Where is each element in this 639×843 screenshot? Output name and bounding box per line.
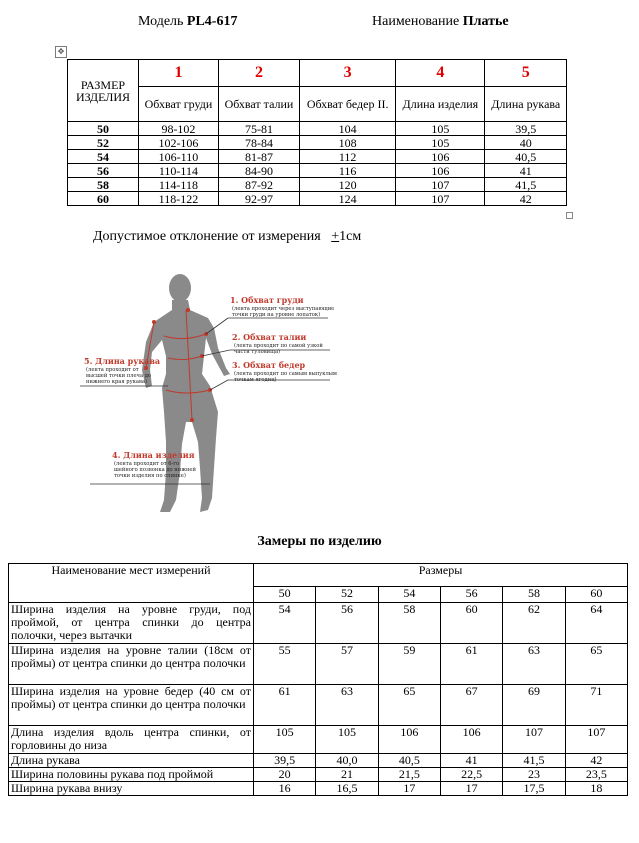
section-title: Замеры по изделию xyxy=(257,534,382,549)
label-sleeve-title: 5. Длина рукава xyxy=(84,356,161,366)
name-line xyxy=(372,14,509,30)
table-row xyxy=(68,192,567,206)
measure-value: 65 xyxy=(565,644,627,685)
label-chest-note: (лента проходит через выступающие xyxy=(232,306,335,312)
measure-value: 42 xyxy=(565,754,627,768)
value-cell: 40 xyxy=(485,136,567,150)
col-header: Длина рукава xyxy=(485,87,567,122)
name-value: Платье xyxy=(462,14,509,29)
size-cell: 54 xyxy=(68,150,139,164)
label-chest-note: точки груди на уровне лопаток) xyxy=(232,312,321,318)
size-cell: 60 xyxy=(68,192,139,206)
table-row xyxy=(68,178,567,192)
model-line xyxy=(138,14,237,30)
value-cell: 118-122 xyxy=(139,192,219,206)
value-cell: 105 xyxy=(396,136,485,150)
measure-label: Ширина изделия на уровне талии (18см от проймы) от центра спинки до центра полочки xyxy=(9,644,254,685)
measure-value: 62 xyxy=(503,603,565,644)
measure-value: 16 xyxy=(254,782,316,796)
measure-label: Длина изделия вдоль центра спинки, от горловины до низа xyxy=(9,726,254,754)
value-cell: 41 xyxy=(485,164,567,178)
measure-value: 63 xyxy=(503,644,565,685)
measure-value: 20 xyxy=(254,768,316,782)
value-cell: 106 xyxy=(396,150,485,164)
measure-value: 55 xyxy=(254,644,316,685)
label-hips-note: точкам ягодиц) xyxy=(234,377,277,383)
model-value: PL4-617 xyxy=(186,14,238,29)
value-cell: 106-110 xyxy=(139,150,219,164)
measure-value: 17 xyxy=(378,782,440,796)
table-move-handle-icon[interactable]: ✥ xyxy=(55,46,67,58)
label-length-note: точки изделия по спинке) xyxy=(114,473,186,479)
name-label: Наименование xyxy=(372,14,460,29)
value-cell: 92-97 xyxy=(218,192,299,206)
size-header: 54 xyxy=(378,587,440,603)
value-cell: 124 xyxy=(300,192,396,206)
col-header: Обхват груди xyxy=(139,87,219,122)
table-row xyxy=(9,644,628,685)
size-cell: 50 xyxy=(68,122,139,136)
value-cell: 106 xyxy=(396,164,485,178)
table-row xyxy=(68,122,567,136)
garment-measurements-table xyxy=(8,563,628,796)
measure-value: 106 xyxy=(378,726,440,754)
value-cell: 107 xyxy=(396,192,485,206)
value-cell: 39,5 xyxy=(485,122,567,136)
measure-value: 39,5 xyxy=(254,754,316,768)
value-cell: 120 xyxy=(300,178,396,192)
measure-label: Ширина половины рукава под проймой xyxy=(9,768,254,782)
label-sleeve-note: (лента проходит от xyxy=(86,367,139,373)
measure-value: 64 xyxy=(565,603,627,644)
value-cell: 40,5 xyxy=(485,150,567,164)
value-cell: 116 xyxy=(300,164,396,178)
body-measurement-figure xyxy=(80,262,350,520)
label-waist-note: части туловища) xyxy=(234,349,281,355)
col-number: 5 xyxy=(485,60,567,87)
size-cell: 52 xyxy=(68,136,139,150)
measure-value: 69 xyxy=(503,685,565,726)
value-cell: 98-102 xyxy=(139,122,219,136)
measure-value: 61 xyxy=(254,685,316,726)
measure-value: 107 xyxy=(565,726,627,754)
measure-value: 21,5 xyxy=(378,768,440,782)
size-header: 50 xyxy=(254,587,316,603)
col-number: 3 xyxy=(300,60,396,87)
measure-value: 23,5 xyxy=(565,768,627,782)
measure-value: 17 xyxy=(440,782,502,796)
measure-label: Ширина рукава внизу xyxy=(9,782,254,796)
col-number: 1 xyxy=(139,60,219,87)
measure-value: 56 xyxy=(316,603,378,644)
measure-value: 41 xyxy=(440,754,502,768)
size-header: 52 xyxy=(316,587,378,603)
size-header: 58 xyxy=(503,587,565,603)
measure-value: 67 xyxy=(440,685,502,726)
size-header: 60 xyxy=(565,587,627,603)
table-row xyxy=(9,754,628,768)
value-cell: 107 xyxy=(396,178,485,192)
label-length-note: (лента проходит от 6-го xyxy=(114,461,180,467)
label-hips-title: 3. Обхват бедер xyxy=(232,360,306,370)
measure-value: 61 xyxy=(440,644,502,685)
size-cell: 56 xyxy=(68,164,139,178)
label-waist-note: (лента проходит по самой узкой xyxy=(234,343,323,349)
value-cell: 110-114 xyxy=(139,164,219,178)
measure-label: Ширина изделия на уровне груди, под проймой, от центра спинки до центра полочки, через вытачки xyxy=(9,603,254,644)
table-row xyxy=(68,164,567,178)
size-header: 56 xyxy=(440,587,502,603)
measure-value: 106 xyxy=(440,726,502,754)
measure-value: 105 xyxy=(254,726,316,754)
measure-value: 40,0 xyxy=(316,754,378,768)
label-sleeve-note: высшей точки плеча до xyxy=(86,373,152,379)
measure-value: 22,5 xyxy=(440,768,502,782)
value-cell: 81-87 xyxy=(218,150,299,164)
measure-value: 40,5 xyxy=(378,754,440,768)
measure-value: 65 xyxy=(378,685,440,726)
value-cell: 104 xyxy=(300,122,396,136)
label-hips-note: (лента проходит по самым выпуклым xyxy=(234,371,337,377)
value-cell: 108 xyxy=(300,136,396,150)
measure-value: 60 xyxy=(440,603,502,644)
tolerance-line xyxy=(93,229,361,245)
value-cell: 42 xyxy=(485,192,567,206)
col-header: Обхват бедер II. xyxy=(300,87,396,122)
col-header: Длина изделия xyxy=(396,87,485,122)
col-number: 2 xyxy=(218,60,299,87)
sizes-label: Размеры xyxy=(254,564,628,587)
table-row xyxy=(9,603,628,644)
size-table xyxy=(67,59,567,206)
measure-value: 58 xyxy=(378,603,440,644)
label-chest-title: 1. Обхват груди xyxy=(230,295,304,305)
value-cell: 84-90 xyxy=(218,164,299,178)
model-label: Модель xyxy=(138,14,184,29)
measure-value: 16,5 xyxy=(316,782,378,796)
value-cell: 41,5 xyxy=(485,178,567,192)
measure-value: 17,5 xyxy=(503,782,565,796)
table-row xyxy=(9,782,628,796)
measure-value: 54 xyxy=(254,603,316,644)
measure-label: Длина рукава xyxy=(9,754,254,768)
meas-header-label: Наименование мест измерений xyxy=(9,564,254,603)
value-cell: 78-84 xyxy=(218,136,299,150)
label-length-title: 4. Длина изделия xyxy=(112,450,195,460)
value-cell: 112 xyxy=(300,150,396,164)
value-cell: 87-92 xyxy=(218,178,299,192)
measure-value: 63 xyxy=(316,685,378,726)
measure-value: 23 xyxy=(503,768,565,782)
measure-value: 18 xyxy=(565,782,627,796)
measure-value: 57 xyxy=(316,644,378,685)
measure-value: 21 xyxy=(316,768,378,782)
table-row xyxy=(9,768,628,782)
measure-value: 107 xyxy=(503,726,565,754)
tolerance-text: Допустимое отклонение от измерения xyxy=(93,229,321,244)
label-sleeve-note: нижнего края рукава) xyxy=(86,379,148,385)
measure-label: Ширина изделия на уровне бедер (40 см от проймы) от центра спинки до центра полочки xyxy=(9,685,254,726)
table-row xyxy=(9,726,628,754)
value-cell: 105 xyxy=(396,122,485,136)
measure-value: 71 xyxy=(565,685,627,726)
label-length-note: шейного позвонка до нижней xyxy=(114,467,196,473)
size-cell: 58 xyxy=(68,178,139,192)
value-cell: 102-106 xyxy=(139,136,219,150)
table-row xyxy=(9,685,628,726)
table-resize-handle[interactable] xyxy=(566,212,573,219)
value-cell: 75-81 xyxy=(218,122,299,136)
plus-minus-sign: + xyxy=(331,229,340,244)
table-row xyxy=(68,150,567,164)
label-waist-title: 2. Обхват талии xyxy=(232,332,307,342)
measure-value: 59 xyxy=(378,644,440,685)
table-row xyxy=(68,136,567,150)
measure-value: 105 xyxy=(316,726,378,754)
col-header: Обхват талии xyxy=(218,87,299,122)
tolerance-value: 1см xyxy=(339,229,362,244)
col-number: 4 xyxy=(396,60,485,87)
size-corner-label: РАЗМЕР ИЗДЕЛИЯ xyxy=(68,60,139,122)
value-cell: 114-118 xyxy=(139,178,219,192)
measure-value: 41,5 xyxy=(503,754,565,768)
